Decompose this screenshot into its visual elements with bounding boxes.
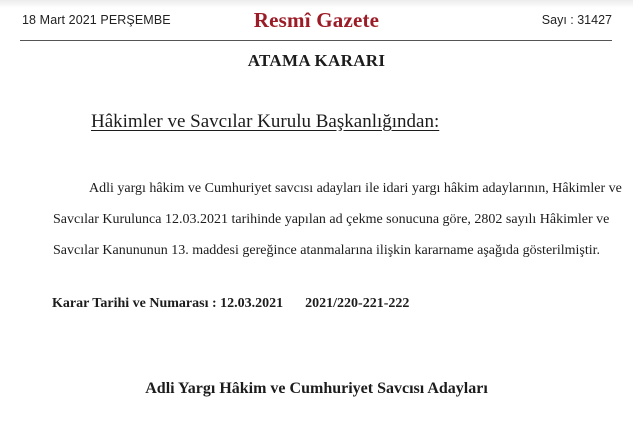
decision-date-label: Karar Tarihi ve Numarası : 12.03.2021 xyxy=(52,296,284,311)
body-line: Savcılar Kanununun 13. maddesi gereğince atanmalarına ilişkin kararname aşağıda gösterilmiştir. xyxy=(53,243,600,258)
decision-reference xyxy=(52,296,409,312)
gazette-title: Resmî Gazete xyxy=(253,8,380,32)
masthead xyxy=(0,0,633,40)
masthead-divider xyxy=(20,40,612,41)
body-line: Adli yargı hâkim ve Cumhuriyet savcısı adayları ile idari yargı hâkim adaylarının, Hâkimler ve xyxy=(89,181,622,196)
document-title: ATAMA KARARI xyxy=(247,51,386,70)
body-line: Savcılar Kurulunca 12.03.2021 tarihinde yapılan ad çekme sonucuna göre, 2802 sayılı Hâkimler ve xyxy=(53,212,610,227)
issue-number: Sayı : 31427 xyxy=(541,13,612,27)
publication-date: 18 Mart 2021 PERŞEMBE xyxy=(22,13,171,27)
section-heading: Adli Yargı Hâkim ve Cumhuriyet Savcısı Adayları xyxy=(145,380,488,397)
issuing-authority: Hâkimler ve Savcılar Kurulu Başkanlığından: xyxy=(91,111,440,132)
decision-number: 2021/220-221-222 xyxy=(305,296,410,311)
body-paragraph xyxy=(53,173,622,266)
